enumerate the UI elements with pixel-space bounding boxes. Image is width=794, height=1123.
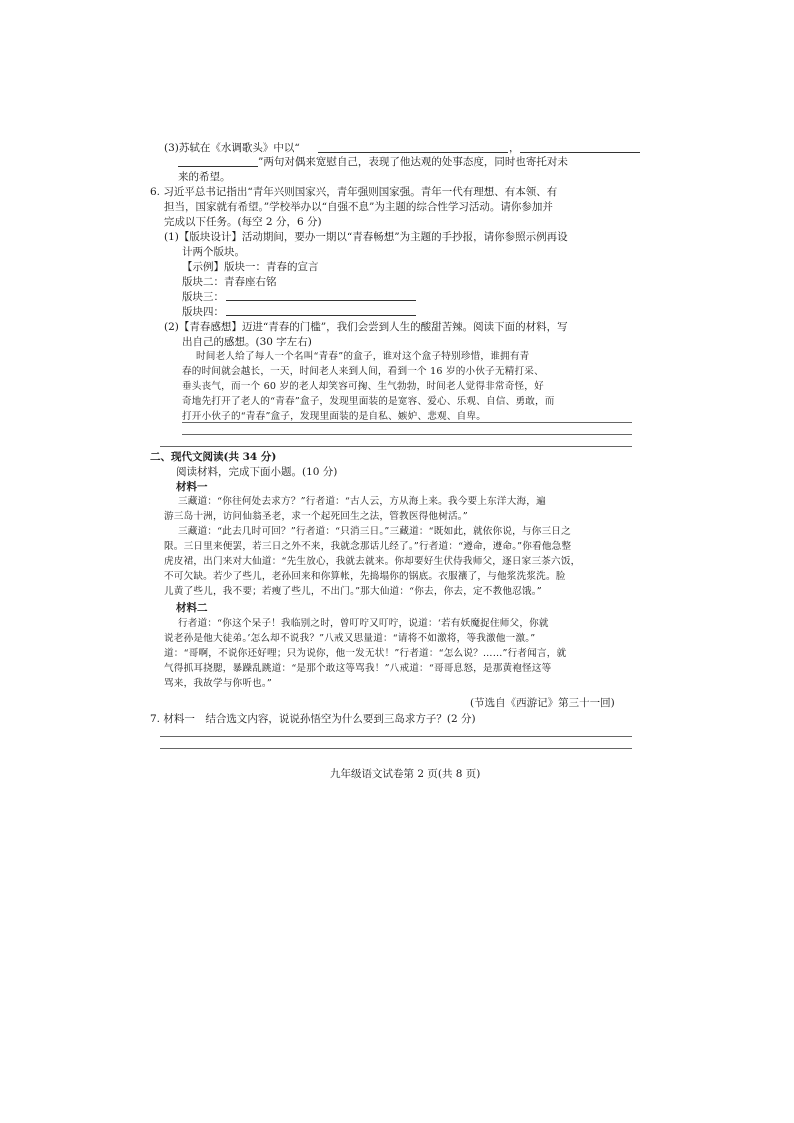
q6-block3: 版块三： [182, 291, 224, 303]
q6-block3-blank[interactable] [226, 300, 416, 301]
material1-line-7: 儿黄了些儿，我不要；若瘦了些儿，不出门。”那大仙道：“你去，你去，定不教他忍饿。” [164, 586, 542, 597]
material1-line-5: 虎皮裙，出门来对大仙道：“先生放心，我就去就来。你却要好生伏侍我师父，逐日家三茶六饭， [164, 556, 581, 567]
material1-line-3: 三藏道：“此去几时可回？”行者道：“只消三日。”三藏道：“既如此，就依你说，与你三日之 [178, 526, 571, 537]
section2-instruction: 阅读材料，完成下面小题。(10 分) [176, 466, 338, 478]
q3-blank-1 [318, 152, 508, 153]
q3-comma: ， [509, 142, 520, 154]
material2-line-3: 道：“哥啊，不说你还好哩；只为说你，他一发无状！”行者道：“怎么说？……”行者闻言，就 [164, 648, 567, 659]
q6-line3: 完成以下任务。(每空 2 分，6 分) [164, 216, 322, 228]
material1-title: 材料一 [176, 481, 208, 493]
material1-line-6: 不可欠缺。若少了些儿，老孙回来和你算帐，先捣塌你的锅底。衣服禳了，与他浆洗浆洗。脸 [164, 571, 566, 582]
material2-line-5: 骂来，我故学与你听也。” [164, 678, 273, 689]
material1-line-1: 三藏道：“你往何处去求方？”行者道：“古人云，方从海上来。我今要上东洋大海，遍 [178, 496, 546, 507]
q6-sub2-line1: (2)【青春感想】迈进“青春的门槛”，我们会尝到人生的酸甜苦辣。阅读下面的材料，写 [164, 321, 568, 333]
q6-line1: 6. 习近平总书记指出“青年兴则国家兴，青年强则国家强。青年一代有理想、有本领、有 [150, 186, 558, 198]
q6-sub2-line2: 出自己的感想。(30 字左右) [182, 336, 312, 348]
material2-line-4: 气得抓耳挠腮，暴躁乱跳道：“是那个敢这等骂我！”八戒道：“哥哥息怒，是那黄袍怪这等 [164, 663, 552, 674]
q6-answer-line-3[interactable] [160, 446, 632, 447]
q3-line2-text: ”两句对偶来宽慰自己，表现了他达观的处事态度，同时也寄托对未 [258, 156, 568, 168]
q6-passage-line-5: 打开小伙子的“青春”盒子，发现里面装的是自私、嫉妒、悲观、自卑。 [182, 411, 487, 422]
q6-sub1-line2: 计两个版块。 [182, 246, 245, 258]
q7-answer-line-2[interactable] [160, 748, 632, 749]
q6-block4-blank[interactable] [226, 315, 416, 316]
page-footer: 九年级语文试卷第 2 页(共 8 页) [330, 768, 481, 780]
q6-block4: 版块四： [182, 306, 224, 318]
q6-block2: 版块二：青春座右铭 [182, 276, 277, 288]
q6-sub1-line1: (1)【版块设计】活动期间，要办一期以“青春畅想”为主题的手抄报，请你参照示例再设 [164, 231, 568, 243]
q3-blank-2 [520, 152, 640, 153]
q6-passage-line-1: 时间老人给了每人一个名叫“青春”的盒子，谁对这个盒子特别珍惜，谁拥有青 [196, 351, 530, 362]
q6-line2: 担当，国家就有希望。”学校举办以“自强不息”为主题的综合性学习活动。请你参加并 [164, 201, 553, 213]
q3-line3-text: 来的希望。 [178, 171, 231, 183]
q7-text: 7. 材料一 结合选文内容，说说孙悟空为什么要到三岛求方子？(2 分) [150, 713, 476, 725]
q7-answer-line-1[interactable] [160, 736, 632, 737]
material2-line-2: 说老孙是他大徒弟。’怎么却不说我？”八戒又思量道：“请将不如激将，等我激他一激。” [164, 633, 536, 644]
material1-line-4: 限。三日里来便罢，若三日之外不来，我就念那话儿经了。”行者道：“遵命，遵命。”你看他急整 [164, 541, 572, 552]
material2-line-1: 行者道：“你这个呆子！我临别之时，曾叮咛又叮咛，说道：‘若有妖魔捉住师父，你就 [178, 618, 549, 629]
section2-heading: 二、现代文阅读(共 34 分) [150, 451, 277, 463]
q3-line1-text: (3)苏轼在《水调歌头》中以“ [164, 142, 300, 154]
source-note: (节选自《西游记》第三十一回) [470, 697, 615, 709]
q6-example: 【示例】版块一：青春的宣言 [182, 261, 319, 273]
q6-answer-line-2[interactable] [182, 434, 632, 435]
q6-passage-line-3: 垂头丧气，而一个 60 岁的老人却笑容可掬、生气勃勃，时间老人觉得非常奇怪，好 [182, 381, 544, 392]
q6-answer-line-1[interactable] [182, 422, 632, 423]
material1-line-2: 游三岛十洲，访问仙翁圣老，求一个起死回生之法，管教医得他树活。” [164, 511, 468, 522]
q6-passage-line-4: 奇地先打开了老人的“青春”盒子，发现里面装的是宽容、爱心、乐观、自信、勇敢，而 [182, 396, 555, 407]
q6-passage-line-2: 春的时间就会越长，一天，时间老人来到人间，看到一个 16 岁的小伙子无精打采、 [182, 366, 544, 377]
q3-blank-3 [178, 166, 258, 167]
material2-title: 材料二 [176, 602, 208, 614]
